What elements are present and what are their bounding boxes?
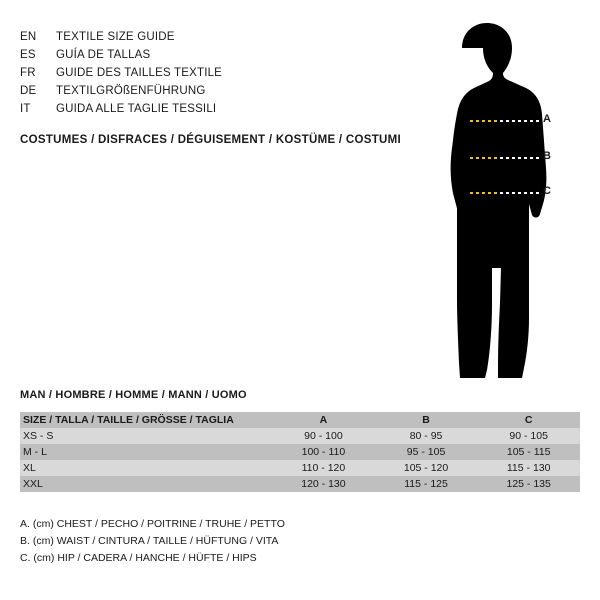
cell-a: 120 - 130 — [301, 478, 346, 490]
marker-label-a: A — [543, 113, 551, 125]
language-row — [20, 46, 350, 64]
cell-b: 80 - 95 — [409, 430, 443, 442]
cell-c: 125 - 135 — [506, 478, 551, 490]
language-text: GUIDA ALLE TAGLIE TESSILI — [56, 103, 217, 115]
cell-a: 90 - 100 — [304, 430, 343, 442]
table-row — [20, 476, 580, 492]
note-waist: B. (cm) WAIST / CINTURA / TAILLE / HÜFTUNG / VITA — [20, 535, 279, 547]
table-row — [20, 444, 580, 460]
language-text: TEXTILE SIZE GUIDE — [56, 31, 175, 43]
language-row — [20, 28, 350, 46]
column-header-size: SIZE / TALLA / TAILLE / GRÖSSE / TAGLIA — [23, 414, 234, 426]
table-row — [20, 428, 580, 444]
language-row — [20, 64, 350, 82]
measurement-notes — [20, 516, 285, 567]
table-header — [20, 412, 580, 428]
language-text: GUÍA DE TALLAS — [56, 49, 151, 61]
language-code: EN — [20, 31, 37, 43]
table-body — [20, 428, 580, 492]
marker-label-c: C — [543, 185, 551, 197]
column-header-c: C — [524, 414, 533, 426]
cell-b: 95 - 105 — [406, 446, 446, 458]
note-chest: A. (cm) CHEST / PECHO / POITRINE / TRUHE / PETTO — [20, 518, 285, 530]
table-row — [20, 460, 580, 476]
language-code: ES — [20, 49, 36, 61]
cell-b: 115 - 125 — [404, 478, 448, 490]
language-list — [20, 28, 350, 118]
column-header-a: A — [319, 414, 328, 426]
cell-c: 105 - 115 — [506, 446, 551, 458]
cell-b: 105 - 120 — [403, 462, 449, 474]
language-text: TEXTILGRÖßENFÜHRUNG — [56, 85, 206, 97]
cell-a: 110 - 120 — [301, 462, 346, 474]
cell-size: XXL — [23, 478, 43, 490]
note-hip: C. (cm) HIP / CADERA / HANCHE / HÜFTE / HIPS — [20, 552, 257, 564]
cell-size: XL — [23, 462, 36, 474]
language-text: GUIDE DES TAILLES TEXTILE — [56, 67, 223, 79]
table-header-row — [20, 412, 580, 428]
language-code: DE — [20, 85, 37, 97]
silhouette-svg — [400, 18, 590, 383]
size-table — [20, 412, 580, 492]
cell-size: M - L — [23, 446, 47, 458]
marker-label-b: B — [543, 150, 551, 162]
language-code: IT — [20, 103, 31, 115]
cell-c: 90 - 105 — [509, 430, 548, 442]
male-silhouette-figure — [400, 18, 590, 383]
cell-c: 115 - 130 — [506, 462, 551, 474]
language-row — [20, 100, 350, 118]
language-code: FR — [20, 67, 36, 79]
table-title: MAN / HOMBRE / HOMME / MANN / UOMO — [20, 389, 247, 401]
column-header-b: B — [422, 414, 430, 426]
cell-a: 100 - 110 — [301, 446, 346, 458]
costumes-subtitle: COSTUMES / DISFRACES / DÉGUISEMENT / KOSTÜME / COSTUMI — [20, 134, 402, 146]
language-row — [20, 82, 350, 100]
cell-size: XS - S — [23, 430, 54, 442]
